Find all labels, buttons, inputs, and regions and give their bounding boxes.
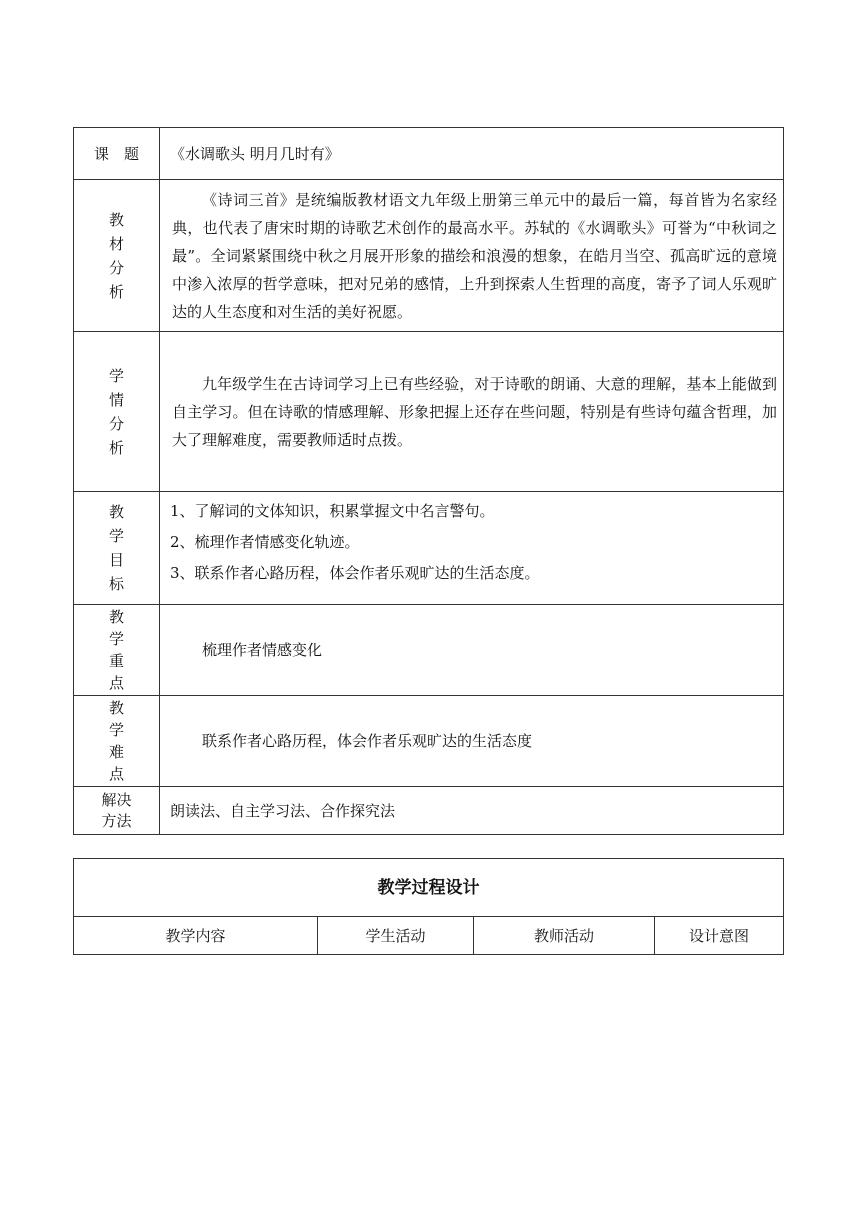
goal-item: 1、了解词的文体知识，积累掌握文中名言警句。 [170,502,495,520]
column-header-teacher: 教师活动 [474,917,655,955]
material-label: 教 材 分 析 [74,180,160,332]
method-label: 解决 方法 [74,787,160,835]
goals-label: 教 学 目 标 [74,492,160,605]
difficulty-row [74,696,784,787]
column-header-intent: 设计意图 [655,917,784,955]
student-row [74,332,784,492]
topic-value: 《水调歌头 明月几时有》 [160,128,784,180]
process-title-row [74,859,784,917]
process-title: 教学过程设计 [74,859,784,917]
key-label: 教 学 重 点 [74,605,160,696]
method-text: 朗读法、自主学习法、合作探究法 [160,787,784,835]
goal-item: 2、梳理作者情感变化轨迹。 [170,533,360,551]
topic-row [74,128,784,180]
column-header-content: 教学内容 [74,917,318,955]
goals-row [74,492,784,605]
goal-item: 3、联系作者心路历程，体会作者乐观旷达的生活态度。 [170,564,540,582]
material-row [74,180,784,332]
topic-label: 课 题 [74,128,160,180]
difficulty-point: 联系作者心路历程，体会作者乐观旷达的生活态度 [160,696,784,787]
student-label: 学 情 分 析 [74,332,160,492]
process-header-row [74,917,784,955]
lesson-info-table [73,127,784,835]
difficulty-label: 教 学 难 点 [74,696,160,787]
student-analysis: 九年级学生在古诗词学习上已有些经验，对于诗歌的朗诵、大意的理解，基本上能做到自主学习。但在诗歌的情感理解、形象把握上还存在些问题，特别是有些诗句蕴含哲理，加大了理解难度，需要教师适时点拨。 [160,332,784,492]
process-table [73,858,784,955]
method-row [74,787,784,835]
key-row [74,605,784,696]
column-header-student: 学生活动 [318,917,474,955]
material-analysis: 《诗词三首》是统编版教材语文九年级上册第三单元中的最后一篇，每首皆为名家经典，也代表了唐宋时期的诗歌艺术创作的最高水平。苏轼的《水调歌头》可誉为“中秋词之最”。全词紧紧围绕中秋之月展开形象的描绘和浪漫的想象，在皓月当空、孤高旷远的意境中渗入浓厚的哲学意味，把对兄弟的感情，上升到探索人生哲理的高度，寄予了词人乐观旷达的人生态度和对生活的美好祝愿。 [160,180,784,332]
goals-list [160,492,784,605]
key-point: 梳理作者情感变化 [160,605,784,696]
